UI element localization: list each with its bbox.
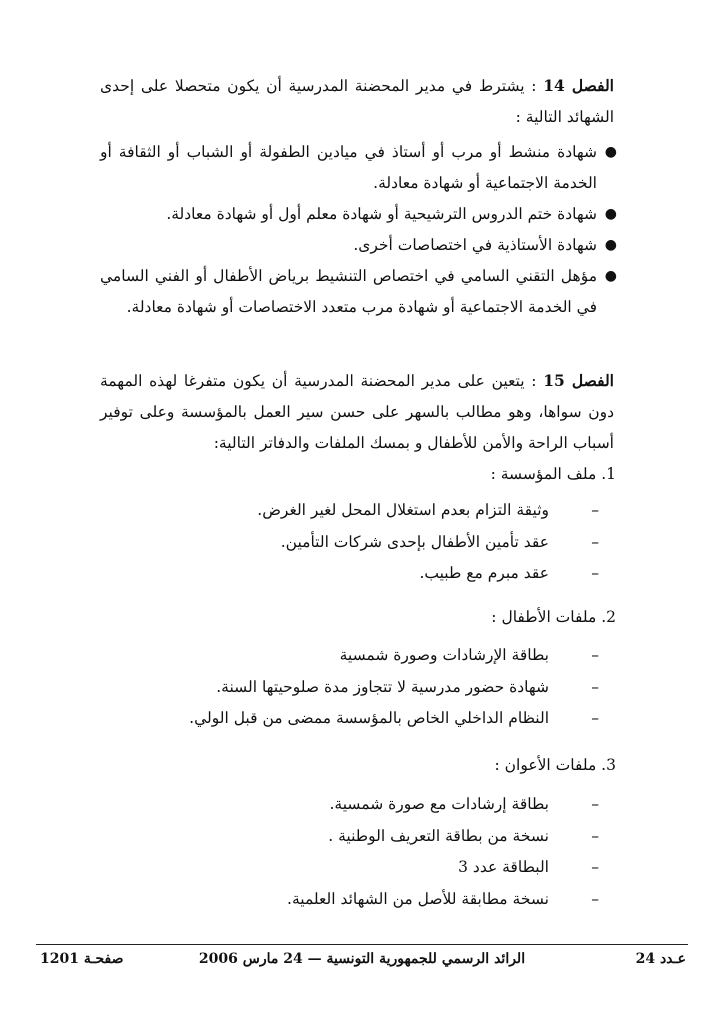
dash-icon: –: [591, 889, 599, 908]
section-title-staff-files: 3. ملفات الأعوان :: [494, 756, 616, 774]
section-title-institution-file: 1. ملف المؤسسة :: [490, 465, 616, 483]
list-item: – شهادة حضور مدرسية لا تتجاوز مدة صلوحيتها السنة.: [120, 672, 599, 704]
list-item: – النظام الداخلي الخاص بالمؤسسة ممضى من قبل الولي.: [120, 703, 599, 735]
dash-icon: –: [591, 677, 599, 696]
children-files-list: [120, 640, 599, 735]
dash-icon: –: [591, 709, 599, 727]
list-item: – عقد تأمين الأطفال بإحدى شركات التأمين.: [120, 527, 599, 559]
section-title-children-files: 2. ملفات الأطفال :: [491, 608, 616, 626]
article-15-body: : يتعين على مدير المحضنة المدرسية أن يكون متفرغا لهذه المهمة دون سواها، وهو مطالب بالسهر على حسن سير العمل بالمؤسسة وعلى توفير أسباب الراحة والأمن للأطفال و بمسك الملفات والدفاتر التالية:: [100, 372, 614, 452]
dash-icon: –: [591, 826, 599, 845]
bullet-icon: ●: [604, 144, 617, 160]
article-15-text: [100, 365, 614, 459]
article-14-label: الفصل 14: [543, 76, 614, 95]
list-item: ● شهادة الأستاذية في اختصاصات أخرى.: [100, 230, 619, 261]
dash-icon: –: [591, 532, 599, 551]
staff-files-list: [120, 789, 599, 915]
dash-icon: –: [591, 564, 599, 582]
list-item: – بطاقة الإرشادات وصورة شمسية: [120, 640, 599, 672]
list-item: – وثيقة التزام بعدم استغلال المحل لغير الغرض.: [120, 495, 599, 527]
list-item: ● مؤهل التقني السامي في اختصاص التنشيط برياض الأطفال أو الفني السامي في الخدمة الاجتماعية أو شهادة مرب متعدد الاختصاصات أو شهادة معادلة.: [100, 261, 619, 323]
dash-icon: –: [591, 858, 599, 876]
list-item: – نسخة من بطاقة التعريف الوطنية .: [120, 821, 599, 853]
list-item: – نسخة مطابقة للأصل من الشهائد العلمية.: [120, 884, 599, 916]
footer-divider: [36, 944, 688, 945]
list-item: – البطاقة عدد 3: [120, 852, 599, 884]
article-14-intro: [100, 70, 614, 133]
institution-file-list: [120, 495, 599, 590]
footer-journal-title: الرائد الرسمي للجمهورية التونسية — 24 مارس 2006: [198, 951, 526, 967]
article-14-list: [100, 137, 619, 323]
dash-icon: –: [591, 795, 599, 813]
article-15-label: الفصل 15: [543, 371, 614, 390]
footer-issue-number: عـدد 24: [635, 951, 686, 967]
article-14-intro-text: : يشترط في مدير المحضنة المدرسية أن يكون متحصلا على إحدى الشهائد التالية :: [100, 77, 614, 126]
footer-page-number: صفحـة 1201: [40, 951, 124, 967]
bullet-icon: ●: [604, 268, 617, 284]
list-item: – بطاقة إرشادات مع صورة شمسية.: [120, 789, 599, 821]
list-item: ● شهادة ختم الدروس الترشيحية أو شهادة معلم أول أو شهادة معادلة.: [100, 199, 619, 230]
dash-icon: –: [591, 646, 599, 664]
list-item: ● شهادة منشط أو مرب أو أستاذ في ميادين الطفولة أو الشباب أو الثقافة أو الخدمة الاجتماعية أو شهادة معادلة.: [100, 137, 619, 199]
bullet-icon: ●: [604, 206, 617, 222]
bullet-icon: ●: [604, 237, 617, 253]
dash-icon: –: [591, 501, 599, 519]
list-item: – عقد مبرم مع طبيب.: [120, 558, 599, 590]
